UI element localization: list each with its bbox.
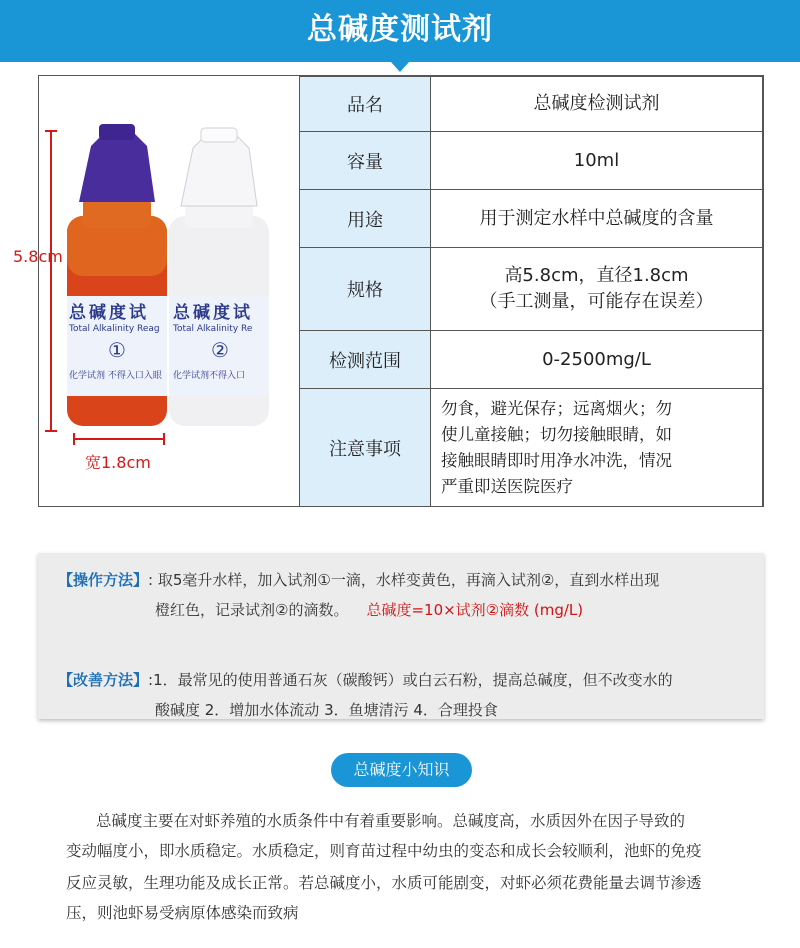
bottle-1-en: Total Alkalinity Reag [69,324,160,334]
operation-tag: 【操作方法】 [58,571,149,589]
spec-row [300,132,763,190]
spec-value [431,248,763,331]
spec-value-line: 总碱度检测试剂 [533,93,660,114]
bottle-1-warning: 化学试剂 不得入口入眼 [69,371,162,381]
spec-value [431,77,763,132]
operation-line-2 [155,599,583,620]
spec-value [431,190,763,248]
spec-table [299,76,763,507]
bottles-illustration [39,76,299,506]
spec-value-line: 勿食，避光保存；远离烟火；勿 [441,398,672,418]
knowledge-line: 总碱度主要在对虾养殖的水质条件中有着重要影响。总碱度高，水质因外在因子导致的 [96,812,686,830]
spec-row [300,389,763,507]
spec-key: 注意事项 [300,389,431,507]
bottle-2-warning: 化学试剂不得入口 [173,371,246,381]
spec-value-line: 10ml [573,149,620,171]
spec-value-line: 严重即送医院医疗 [441,476,573,496]
reagent-bottle-2 [169,128,269,426]
spec-value-line: （手工测量，可能存在误差） [479,291,714,312]
operation-line-1 [58,569,659,590]
spec-panel [13,75,764,507]
bottle-1-number: ① [108,338,126,362]
spec-value [431,331,763,389]
bottle-2-number: ② [211,338,229,362]
method-panel [38,553,764,719]
spec-value-line: 高5.8cm，直径1.8cm [504,265,689,286]
spec-key: 用途 [300,190,431,248]
page-title: 总碱度测试剂 [307,12,493,47]
bottle-2-en: Total Alkalinity Re [173,324,253,334]
improve-line-2 [155,699,498,720]
knowledge-line: 压，则池虾易受病原体感染而致病 [66,904,299,922]
spec-row [300,77,763,132]
spec-row [300,331,763,389]
spec-key: 规格 [300,248,431,331]
width-label: 宽1.8cm [85,453,151,472]
spec-value-line: 接触眼睛即时用净水冲洗，情况 [441,450,672,470]
product-photo [13,76,299,506]
height-label: 5.8cm [13,247,63,266]
formula: 总碱度=10×试剂②滴数 (mg/L) [366,601,584,619]
spec-row [300,248,763,331]
spec-value [431,389,763,507]
bottle-2-name: 总碱度试 [173,303,253,323]
knowledge-heading: 总碱度小知识 [331,753,472,787]
spec-key: 容量 [300,132,431,190]
improve-text-2: 酸碱度 2．增加水体流动 3．鱼塘清污 4．合理投食 [155,701,498,719]
knowledge-line: 变动幅度小，即水质稳定。水质稳定，则育苗过程中幼虫的变态和成长会较顺利，池虾的免疫 [66,842,702,860]
spec-key: 品名 [300,77,431,132]
operation-text-1: : 取5毫升水样，加入试剂①一滴，水样变黄色，再滴入试剂②，直到水样出现 [148,571,660,589]
operation-text-2: 橙红色，记录试剂②的滴数。 [155,601,349,619]
spec-value-line: 使儿童接触；切勿接触眼睛，如 [441,424,672,444]
spec-value [431,132,763,190]
spec-key: 检测范围 [300,331,431,389]
improve-text-1: :1．最常见的使用普通石灰（碳酸钙）或白云石粉，提高总碱度，但不改变水的 [148,671,673,689]
improve-line-1 [58,669,673,690]
knowledge-line: 反应灵敏，生理功能及成长正常。若总碱度小，水质可能剧变，对虾必须花费能量去调节渗透 [66,874,702,892]
spec-value-line: 0-2500mg/L [542,348,651,370]
spec-value-line: 用于测定水样中总碱度的含量 [479,207,714,229]
banner-pointer [391,62,409,72]
bottle-1-name: 总碱度试 [69,303,149,323]
spec-row [300,190,763,248]
improve-tag: 【改善方法】 [58,671,149,689]
